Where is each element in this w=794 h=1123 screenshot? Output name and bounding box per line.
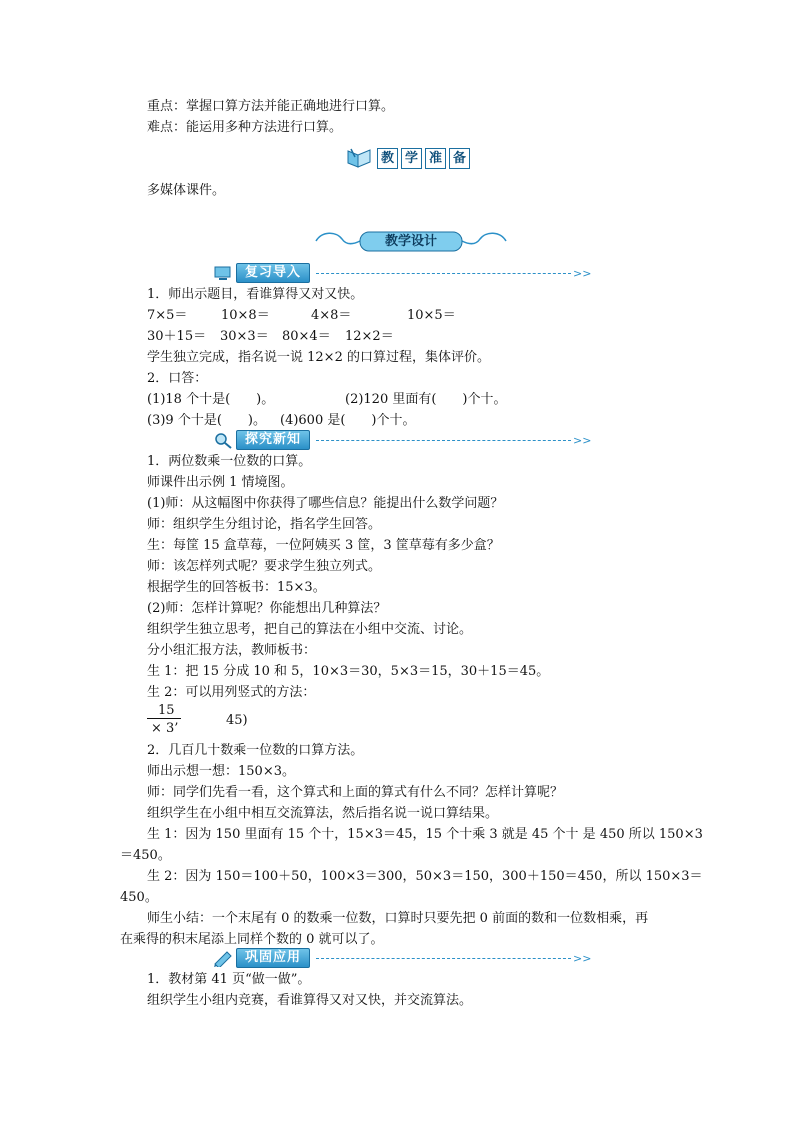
text-line: 分小组汇报方法，教师板书： bbox=[147, 643, 317, 658]
pencil-icon bbox=[212, 949, 234, 967]
text-line: 在乘得的积末尾添上同样个数的 0 就可以了。 bbox=[120, 932, 384, 947]
section-explore-header bbox=[212, 429, 591, 451]
problem: 30＋15＝ bbox=[147, 329, 207, 344]
prep-title-char: 教 bbox=[377, 148, 398, 169]
section-apply-header bbox=[212, 947, 591, 969]
problem: 7×5＝ bbox=[147, 308, 188, 323]
dashed-divider bbox=[316, 440, 571, 441]
double-chevron-icon: >> bbox=[573, 951, 592, 965]
design-banner bbox=[312, 227, 510, 255]
vertical-calc-result: 45) bbox=[226, 713, 248, 728]
text-line: 师：组织学生分组讨论，指名学生回答。 bbox=[147, 517, 382, 532]
text-line: (1)师：从这幅图中你获得了哪些信息？能提出什么数学问题？ bbox=[147, 496, 504, 511]
vertical-calc-rule bbox=[147, 718, 181, 719]
text-line: 生：每筐 15 盒草莓，一位阿姨买 3 筐，3 筐草莓有多少盒？ bbox=[147, 538, 500, 553]
prep-title-char: 备 bbox=[449, 148, 470, 169]
problem: 30×3＝ bbox=[220, 329, 269, 344]
oral-item: (1)18 个十是( )。 bbox=[147, 392, 275, 407]
double-chevron-icon: >> bbox=[573, 433, 592, 447]
double-chevron-icon: >> bbox=[573, 266, 592, 280]
prep-title-char: 学 bbox=[401, 148, 422, 169]
section-title: 巩固应用 bbox=[236, 948, 310, 968]
problem: 10×5＝ bbox=[407, 308, 456, 323]
key-point-line: 重点：掌握口算方法并能正确地进行口算。 bbox=[147, 99, 395, 114]
vertical-calc-top: 15 bbox=[158, 703, 175, 718]
dashed-divider bbox=[316, 273, 571, 274]
magnifier-icon bbox=[212, 431, 234, 449]
text-line: 师：该怎样列式呢？要求学生独立列式。 bbox=[147, 559, 382, 574]
book-icon bbox=[346, 147, 374, 169]
review-intro: 1．师出示题目，看谁算得又对又快。 bbox=[147, 287, 364, 302]
problem: 10×8＝ bbox=[221, 308, 270, 323]
text-line: 组织学生小组内竞赛，看谁算得又对又快，并交流算法。 bbox=[147, 993, 473, 1008]
vertical-calc-bottom: × 3’ bbox=[151, 721, 179, 736]
oral-title: 2．口答： bbox=[147, 371, 208, 386]
prep-title-char: 准 bbox=[425, 148, 446, 169]
text-line: 生 1：把 15 分成 10 和 5，10×3＝30，5×3＝15，30＋15＝45。 bbox=[147, 664, 550, 679]
section-review-header bbox=[212, 262, 591, 284]
prep-content: 多媒体课件。 bbox=[147, 183, 226, 198]
problem: 80×4＝ bbox=[282, 329, 331, 344]
problem: 12×2＝ bbox=[345, 329, 394, 344]
text-line: 生 1：因为 150 里面有 15 个十，15×3＝45，15 个十乘 3 就是 45 个十 是 450 所以 150×3 bbox=[147, 827, 703, 842]
text-line: 师生小结：一个末尾有 0 的数乘一位数，口算时只要先把 0 前面的数和一位数相乘，再 bbox=[147, 911, 649, 926]
section-title: 探究新知 bbox=[236, 430, 310, 450]
oral-item: (3)9 个十是( )。 bbox=[147, 413, 266, 428]
text-line: 1．教材第 41 页“做一做”。 bbox=[147, 972, 311, 987]
text-line: (2)师：怎样计算呢？你能想出几种算法？ bbox=[147, 601, 387, 616]
computer-icon bbox=[212, 264, 234, 282]
design-banner-label: 教学设计 bbox=[384, 234, 437, 249]
text-line: 生 2：因为 150＝100＋50，100×3＝300，50×3＝150，300＋150＝450，所以 150×3＝ bbox=[147, 869, 703, 884]
text-line: 根据学生的回答板书：15×3。 bbox=[147, 580, 326, 595]
text-line: 师课件出示例 1 情境图。 bbox=[147, 475, 294, 490]
text-line: ＝450。 bbox=[120, 848, 171, 863]
oral-item: (2)120 里面有( )个十。 bbox=[345, 392, 507, 407]
text-line: 组织学生在小组中相互交流算法，然后指名说一说口算结果。 bbox=[147, 806, 499, 821]
text-line: 1．两位数乘一位数的口算。 bbox=[147, 454, 312, 469]
text-line: 2．几百几十数乘一位数的口算方法。 bbox=[147, 743, 364, 758]
prep-title bbox=[346, 146, 473, 170]
section-title: 复习导入 bbox=[236, 263, 310, 283]
dashed-divider bbox=[316, 958, 571, 959]
oral-item: (4)600 是( )个十。 bbox=[280, 413, 416, 428]
difficulty-line: 难点：能运用多种方法进行口算。 bbox=[147, 120, 343, 135]
review-after: 学生独立完成，指名说一说 12×2 的口算过程，集体评价。 bbox=[147, 350, 490, 365]
problem: 4×8＝ bbox=[311, 308, 352, 323]
text-line: 450。 bbox=[120, 890, 158, 905]
text-line: 生 2：可以用列竖式的方法： bbox=[147, 685, 316, 700]
text-line: 师：同学们先看一看，这个算式和上面的算式有什么不同？怎样计算呢？ bbox=[147, 785, 564, 800]
text-line: 组织学生独立思考，把自己的算法在小组中交流、讨论。 bbox=[147, 622, 473, 637]
text-line: 师出示想一想：150×3。 bbox=[147, 764, 295, 779]
